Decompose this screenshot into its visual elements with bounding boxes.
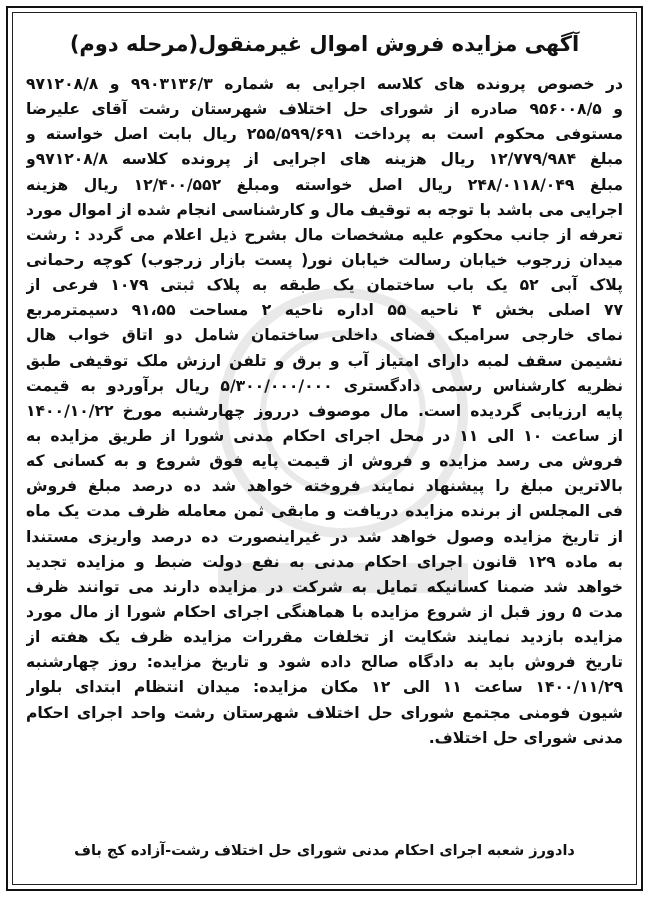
notice-line: میدان زرجوب خیابان رسالت خیابان نور( پست بازار زرجوب) کوچه رحمانی [26,250,623,269]
notice-line: مستوفی محکوم است به پرداخت ۲۵۵/۵۹۹/۶۹۱ ریال بابت اصل خواسته و [26,125,623,144]
notice-line: از ساعت ۱۰ الی ۱۱ در محل اجرای احکام مدنی شورا از طریق مزایده به [26,426,623,445]
notice-signature: دادورز شعبه اجرای احکام مدنی شورای حل اختلاف رشت-آزاده کج باف [74,843,575,859]
notice-line: فروش می رسد مزایده و فروش از قیمت پایه فوق شروع و به کسانی که [26,452,623,471]
notice-line: فی المجلس از برنده مزایده دریافت و مابقی ثمن معامله ظرف مدت یک ماه [26,502,623,521]
notice-line: در خصوص پرونده های کلاسه اجرایی به شماره ۹۹۰۳۱۳۶/۳ و ۹۷۱۲۰۸/۸ [26,75,623,93]
notice-line: ۱۴۰۰/۱۱/۲۹ ساعت ۱۱ الی ۱۲ مکان مزایده: میدان انتظام ابتدای بلوار [26,678,623,697]
notice-line: نشیمن سقف لمبه دارای امتیاز آب و برق و تلفن ارزش ملک توقیفی طبق [26,351,623,370]
notice-line: به ماده ۱۲۹ قانون اجرای احکام مدنی به نفع دولت ضبط و مزایده تجدید [26,552,623,571]
notice-line: تعرفه از جانب محکوم علیه مشخصات مال بشرح ذیل اعلام می گردد : رشت [26,225,623,244]
notice-line: مبلغ ۲۴۸/۰۱۱۸/۰۴۹ ریال اصل خواسته ومبلغ ۱۲/۴۰۰/۵۵۲ ریال هزینه [26,175,623,194]
notice-line: خواهد شد ضمنا کسانیکه تمایل به شرکت در مزایده دارند می توانند ظرف [26,577,623,596]
notice-line: تاریخ فروش باید به دادگاه صالح داده شود و تاریخ مزایده: روز چهارشنبه [26,653,623,672]
notice-line: بالاترین مبلغ را پیشنهاد نمایند فروخته خواهد شد ده درصد مبلغ فروش [26,477,623,496]
notice-line: مزایده بازدید نمایند شکایت از تخلفات مقررات مزایده ظرف یک هفته از [26,628,623,647]
notice-frame [6,6,643,891]
notice-line: مدت ۵ روز قبل از شروع مزایده با هماهنگی اجرای احکام شورا از مال مورد [26,602,623,621]
notice-line: و ۹۵۶۰۰۸/۵ صادره از شورای حل اختلاف شهرستان رشت آقای علیرضا [26,100,623,119]
notice-line: پایه ارزیابی گردیده است. مال موصوف درروز چهارشنبه مورخ ۱۴۰۰/۱۰/۲۲ [26,401,623,420]
notice-line: اجرایی می باشد با توجه به توقیف مال و کارشناسی انجام شده از اموال مورد [26,200,623,219]
notice-body [26,72,623,751]
notice-line: شیون فومنی مجتمع شورای حل اختلاف شهرستان رشت واحد اجرای احکام [26,703,623,722]
notice-line: نمای خارجی سرامیک فضای داخلی ساختمان شامل دو اتاق خواب هال [26,326,623,345]
notice-line: نظریه کارشناس رسمی دادگستری ۵/۳۰۰/۰۰۰/۰۰۰ ریال برآوردو به قیمت [26,376,623,395]
notice-line: پلاک آبی ۵۲ یک باب ساختمان یک طبقه به پلاک ثبتی ۱۰۷۹ فرعی از [26,276,623,295]
notice-line: مبلغ ۱۲/۷۷۹/۹۸۴ ریال هزینه های اجرایی از پرونده کلاسه ۹۷۱۲۰۸/۸و [26,150,623,169]
notice-line: مدنی شورای حل اختلاف. [428,728,623,747]
notice-line: از تاریخ مزایده وصول خواهد شد در غیراینصورت ده درصد واریزی مستندا [26,527,623,546]
notice-title: آگهی مزایده فروش اموال غیرمنقول(مرحله دوم) [69,32,580,56]
notice-line: ۷۷ اصلی بخش ۴ ناحیه ۵۵ اداره ناحیه ۲ مساحت ۹۱،۵۵ دسیمترمربع [26,301,623,320]
